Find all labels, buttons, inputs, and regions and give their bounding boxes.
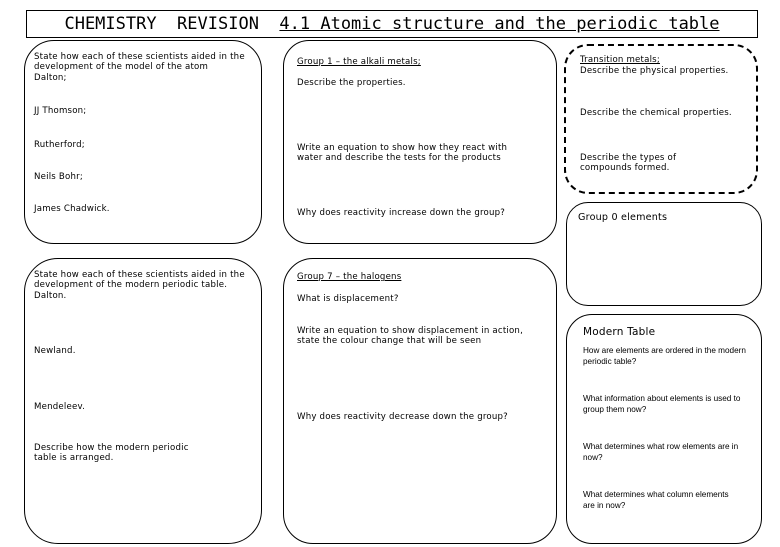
group1-equation: Write an equation to show how they react with water and describe the tests for the products: [297, 143, 508, 164]
page-title: [27, 14, 757, 34]
modern-q1: How are elements are ordered in the modern periodic table?: [583, 346, 746, 366]
atom-chadwick: James Chadwick.: [34, 204, 110, 214]
title-topic: 4.1 Atomic structure and the periodic table: [279, 14, 720, 34]
group7-reactivity: Why does reactivity decrease down the group?: [297, 412, 508, 422]
modern-table-heading: Modern Table: [583, 326, 656, 338]
modern-q3: What determines what row elements are in now?: [583, 442, 739, 462]
atom-bohr: Neils Bohr;: [34, 172, 83, 182]
atom-model-question: State how each of these scientists aided in the development of the model of the atom: [34, 52, 245, 73]
transition-chemical: Describe the chemical properties.: [580, 108, 732, 118]
periodic-describe: Describe how the modern periodic table is arranged.: [34, 443, 189, 464]
transition-compounds: Describe the types of compounds formed.: [580, 153, 677, 174]
periodic-mendeleev: Mendeleev.: [34, 402, 86, 412]
title-prefix: CHEMISTRY REVISION: [64, 14, 280, 34]
group7-equation: Write an equation to show displacement in action, state the colour change that will be seen: [297, 326, 524, 347]
periodic-question: State how each of these scientists aided in the development of the modern periodic table.: [34, 270, 245, 291]
atom-dalton: Dalton;: [34, 73, 67, 83]
transition-physical: Describe the physical properties.: [580, 66, 729, 76]
group1-reactivity: Why does reactivity increase down the group?: [297, 208, 506, 218]
atom-rutherford: Rutherford;: [34, 140, 85, 150]
periodic-dalton: Dalton.: [34, 291, 67, 301]
modern-q4: What determines what column elements are in now?: [583, 490, 729, 510]
modern-q2: What information about elements is used to group them now?: [583, 394, 741, 414]
periodic-newland: Newland.: [34, 346, 76, 356]
transition-heading: Transition metals;: [580, 55, 660, 65]
title-box: [26, 10, 758, 38]
group0-heading: Group 0 elements: [578, 212, 668, 223]
group1-heading: Group 1 – the alkali metals;: [297, 57, 421, 67]
group7-displacement: What is displacement?: [297, 294, 399, 304]
group7-heading: Group 7 – the halogens: [297, 272, 402, 282]
atom-thomson: JJ Thomson;: [34, 106, 87, 116]
group1-properties: Describe the properties.: [297, 78, 406, 88]
